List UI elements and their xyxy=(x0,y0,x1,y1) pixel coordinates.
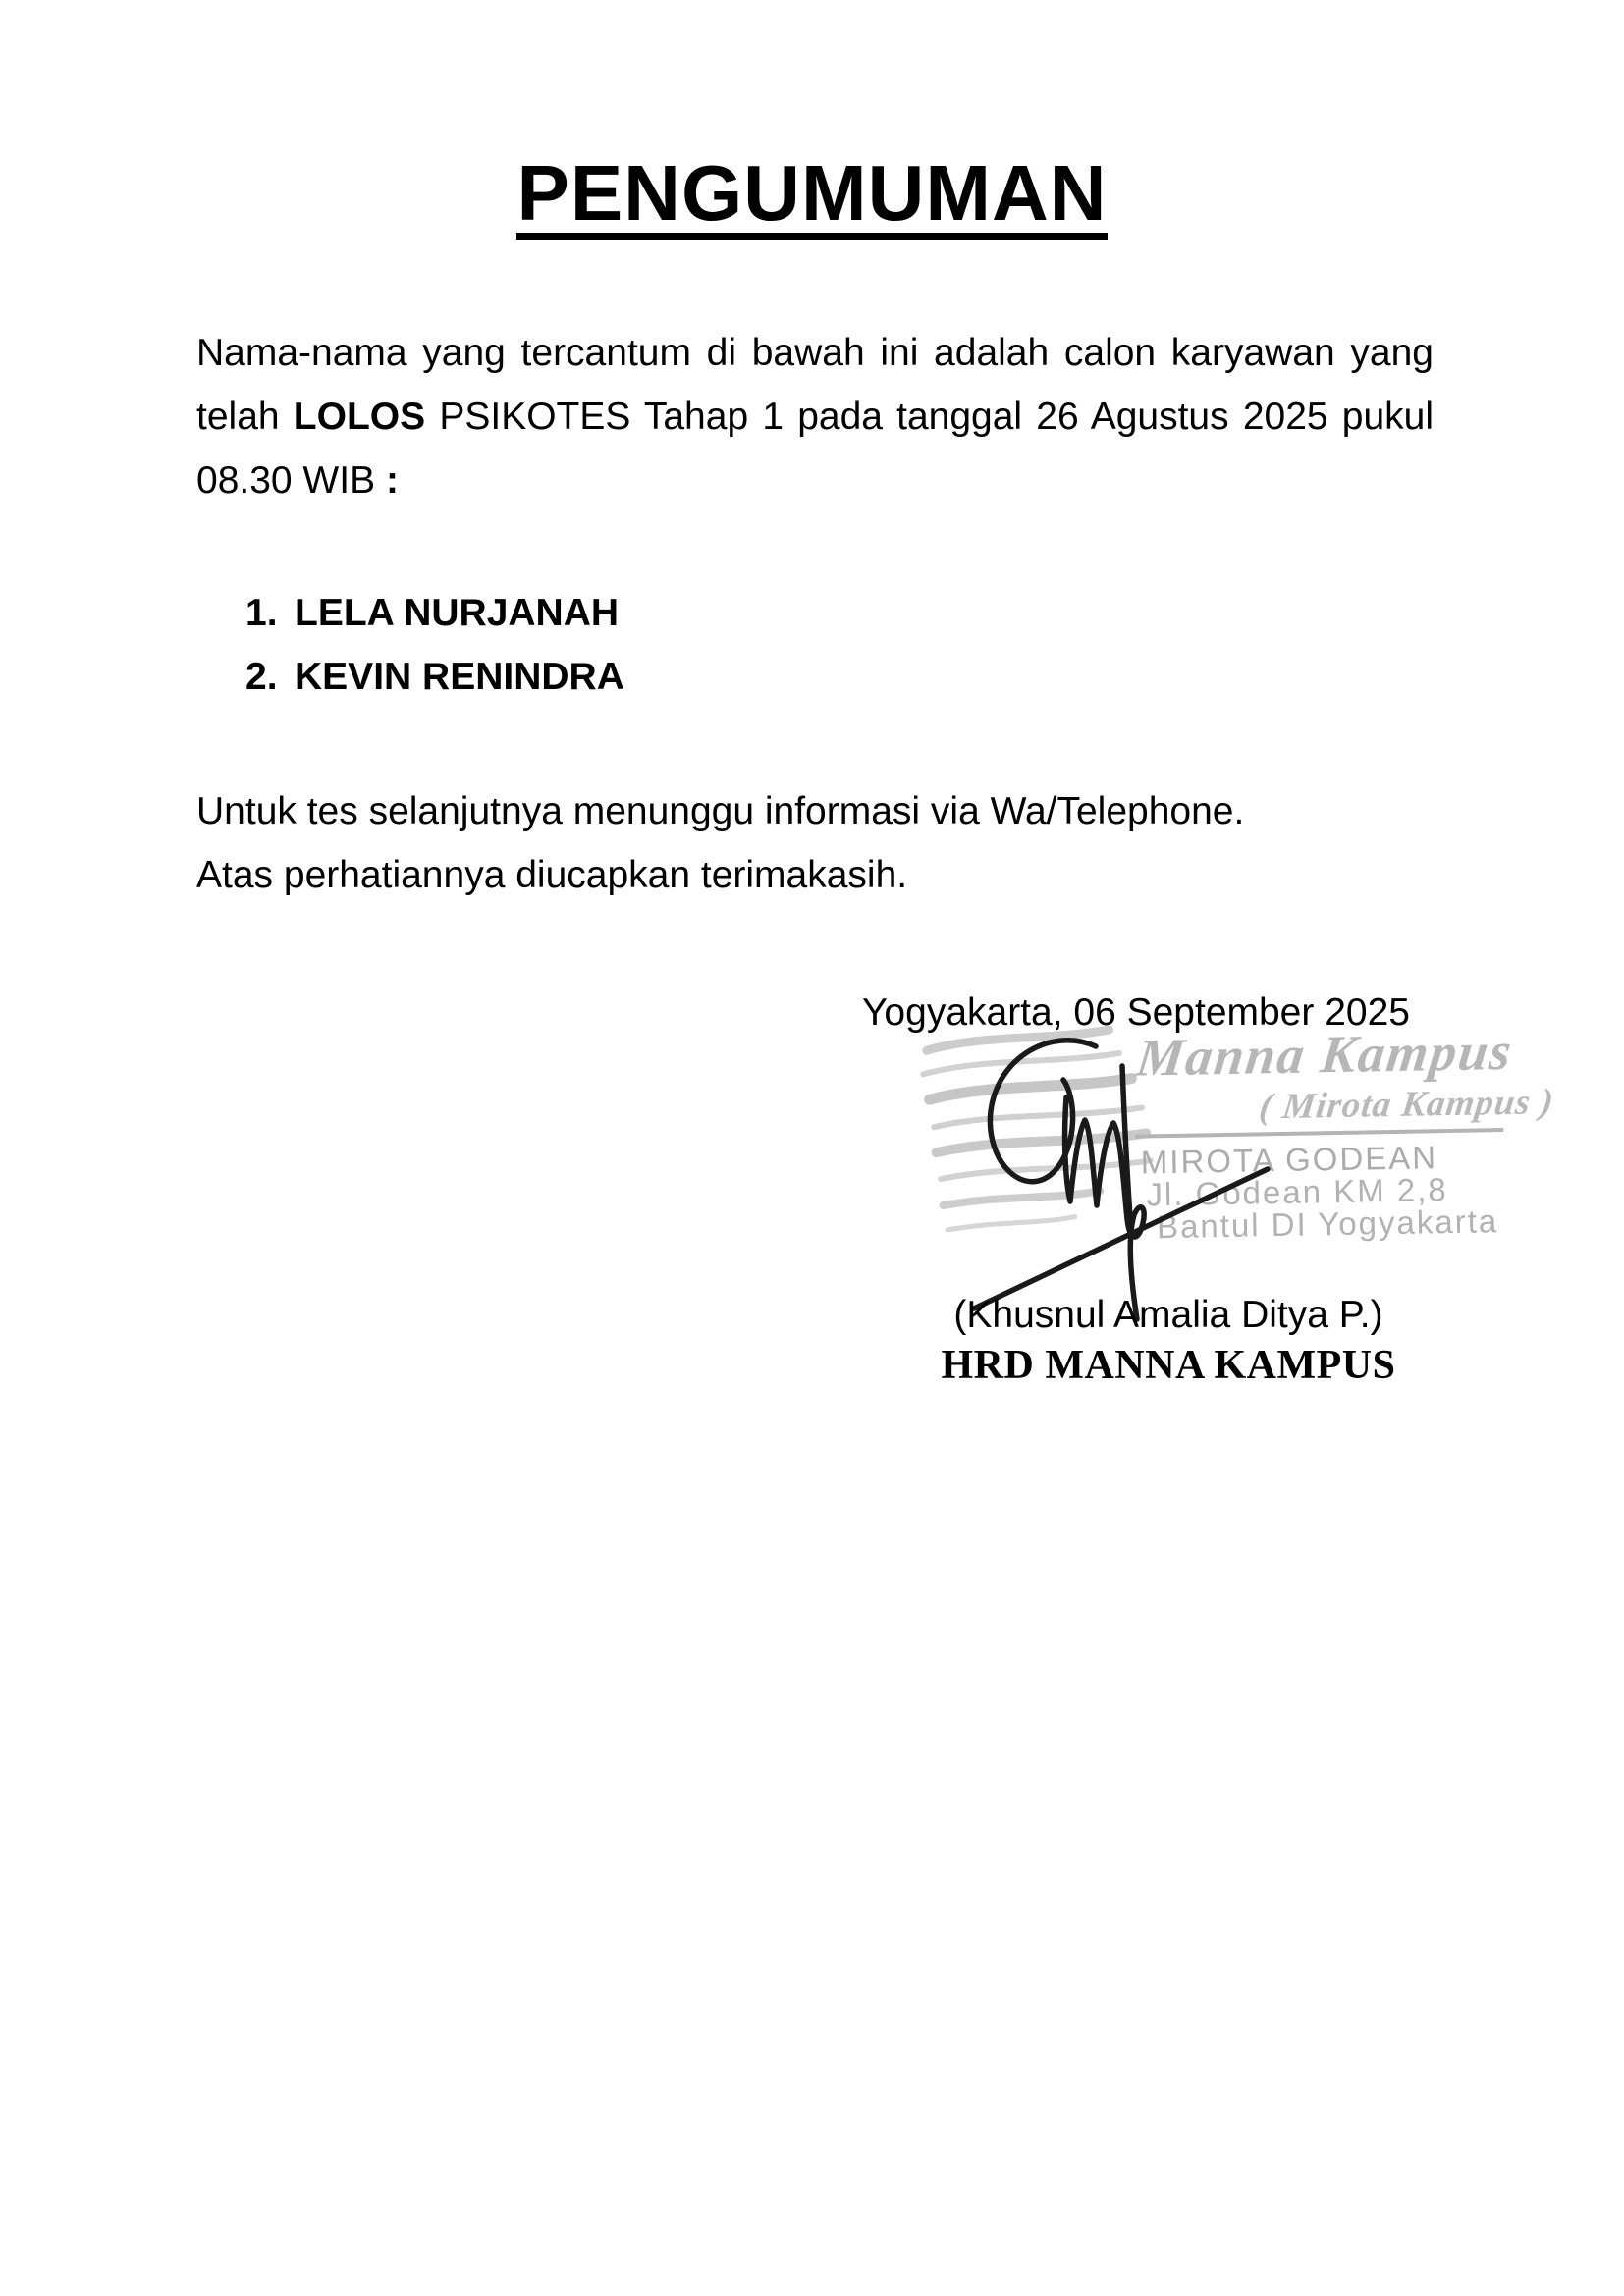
stamp-brand-name: Manna Kampus xyxy=(1133,1021,1517,1088)
signer-block xyxy=(889,1292,1448,1390)
stamp-address-1: Jl. Godean KM 2,8 xyxy=(1146,1171,1449,1213)
intro-line-2 xyxy=(196,385,1434,449)
intro-line-2-pre: telah xyxy=(196,396,280,438)
lolos-bold-text: LOLOS xyxy=(293,396,426,438)
candidate-list xyxy=(245,581,624,709)
closing-line-2: Atas perhatiannya diucapkan terimakasih. xyxy=(196,854,908,896)
candidate-number: 2. xyxy=(245,656,278,698)
stamp-brand-sub: ( Mirota Kampus ) xyxy=(1257,1082,1557,1128)
title-row xyxy=(0,149,1624,240)
intro-time-text: 08.30 WIB xyxy=(196,459,376,502)
candidate-name: LELA NURJANAH xyxy=(295,592,620,634)
intro-line-1: Nama-nama yang tercantum di bawah ini adalah calon karyawan yang xyxy=(196,332,1434,374)
intro-paragraph xyxy=(196,321,1434,512)
candidate-name: KEVIN RENINDRA xyxy=(295,656,624,698)
stamp-branch-name: MIROTA GODEAN xyxy=(1140,1139,1438,1181)
signer-name: (Khusnul Amalia Ditya P.) xyxy=(953,1294,1383,1336)
intro-colon: : xyxy=(385,459,399,502)
stamp-address-2: Bantul DI Yogyakarta xyxy=(1156,1202,1499,1246)
intro-line-2-post: PSIKOTES Tahap 1 pada tanggal 26 Agustus 2025 pukul xyxy=(439,396,1435,438)
closing-line-1: Untuk tes selanjutnya menunggu informasi via Wa/Telephone. xyxy=(196,790,1245,832)
closing-paragraph xyxy=(196,779,1244,907)
intro-line-3 xyxy=(196,449,1434,512)
signer-title: HRD MANNA KAMPUS xyxy=(941,1343,1396,1388)
candidate-row xyxy=(245,581,624,645)
page-title: PENGUMUMAN xyxy=(516,154,1107,240)
place-date-line: Yogyakarta, 06 September 2025 xyxy=(862,991,1410,1034)
candidate-number: 1. xyxy=(245,592,278,634)
candidate-row xyxy=(245,645,624,709)
